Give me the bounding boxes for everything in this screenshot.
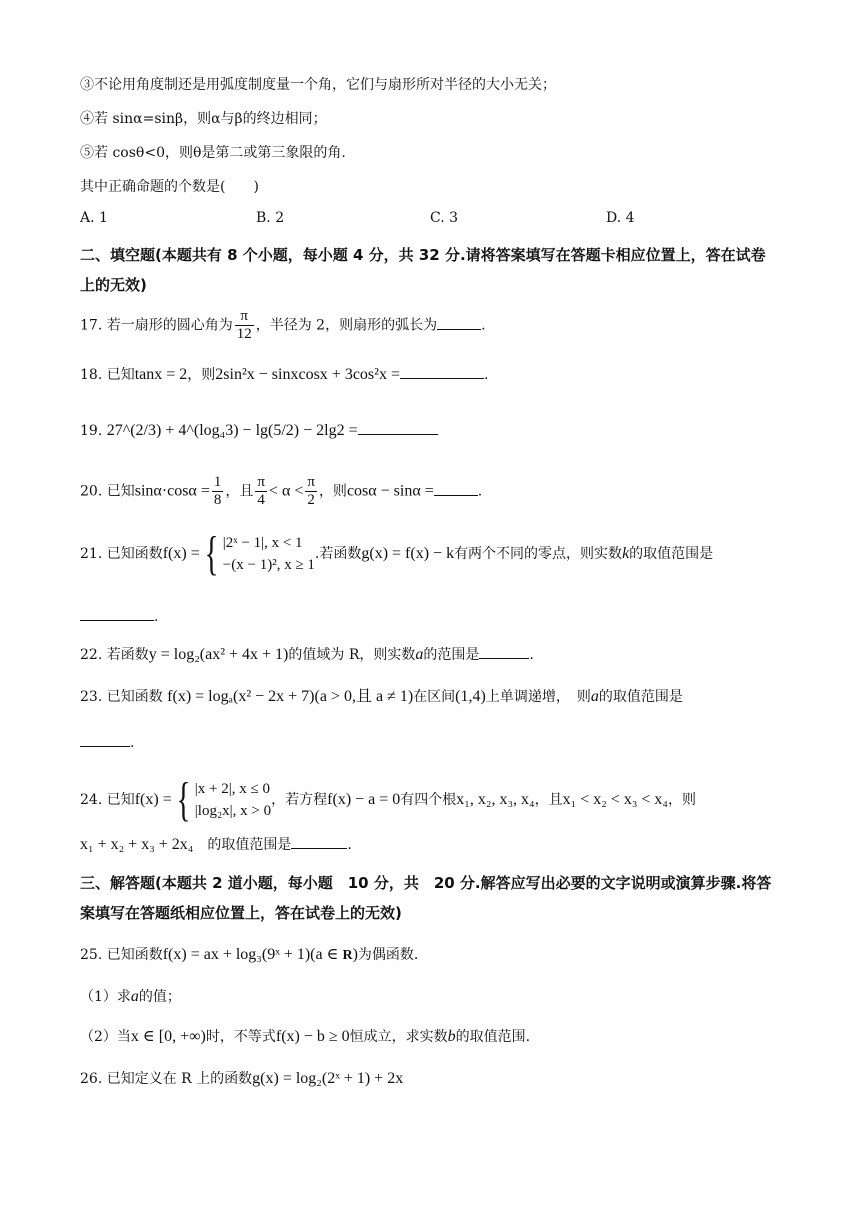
q24-piecewise: |x + 2|, x ≤ 0 |log₂x|, x > 0 [194,781,272,819]
option-c: C. 3 [430,210,459,226]
q17-fraction: $\frac{\pi}{12}$ [236,308,252,342]
q24-answer-blank[interactable] [291,834,347,849]
statement-4: ④若 sinα=sinβ，则α与β的终边相同； [80,111,327,127]
q17-number: 17. [80,317,103,334]
q18-answer-blank[interactable] [400,364,484,379]
question-prompt: 其中正确命题的个数是( ) [80,179,259,195]
question-21: 21. 已知函数f(x) ={ |2ˣ − 1|, x < 1 −(x − 1)², x ≥ 1 .若函数g(x) = f(x) − k有两个不同的零点，则实数k的取值范围是 [80,527,714,580]
q18-expression: 2sin²x − sinxcosx + 3cos²x = [215,366,400,383]
question-18: 18. 已知tanx = 2，则2sin²x − sinxcosx + 3cos²x = . [80,366,489,383]
q24-number: 24. [80,792,103,808]
q24-answer-line: x₁ + x₂ + x₃ + 2x₄ 的取值范围是 . [80,836,352,853]
question-20: 20. 已知sinα·cosα = $\frac{1}{8}$ ，且 $\frac{\pi}{4}$ < α < $\frac{\pi}{2}$ ，则cosα − sinα = . [80,474,483,508]
q18-number: 18. [80,367,103,383]
q23-answer-line: . [80,732,134,752]
q21-answer-blank[interactable] [80,606,154,621]
q22-answer-blank[interactable] [479,644,529,659]
section-2-heading: 二、填空题(本题共有 8 个小题，每小题 4 分，共 32 分.请将答案填写在答题卡相应位置上，答在试卷上的无效) [80,246,766,294]
q17-answer-blank[interactable] [437,315,481,330]
question-24: 24. 已知f(x) ={ |x + 2|, x ≤ 0 |log₂x|, x > 0 ，若方程f(x) − a = 0有四个根x₁, x₂, x₃, x₄，且x₁ < x₂ < x₃ < x₄，则 [80,773,696,826]
q20-answer-blank[interactable] [434,481,478,496]
q21-answer-line: . [80,606,158,626]
q20-fraction-1: $\frac{1}{8}$ [213,474,222,508]
q25-part-1: （1）求a的值； [80,988,181,1005]
q18-given: tanx = 2 [134,366,188,383]
option-b: B. 2 [256,210,285,226]
q19-number: 19. [80,423,103,439]
q19-expression: 27^(2/3) + 4^(log₄3) − lg(5/2) − 2lg2 = [106,422,358,439]
question-25: 25. 已知函数f(x) = ax + log₃(9ˣ + 1)(a ∈ R)为偶函数. [80,946,419,963]
q19-answer-blank[interactable] [358,420,438,435]
q17-text-b: ，半径为 2，则扇形的弧长为 [255,317,438,334]
question-26: 26. 已知定义在 R 上的函数g(x) = log₂(2ˣ + 1) + 2x [80,1070,404,1087]
q26-number: 26. [80,1071,103,1087]
option-a: A. 1 [80,210,108,226]
q20-fraction-2: $\frac{\pi}{4}$ [257,474,265,508]
question-17: 17. 若一扇形的圆心角为 $\frac{\pi}{12}$ ，半径为 2，则扇形的弧长为 . [80,308,486,342]
section-3-heading: 三、解答题(本题共 2 道小题，每小题 10 分，共 20 分.解答应写出必要的文字说明或演算步骤.将答案填写在答题纸相应位置上，答在试卷上的无效) [80,874,772,922]
question-23: 23. 已知函数 f(x) = logₐ(x² − 2x + 7)(a > 0,且 a ≠ 1)在区间(1,4)上单调递增， 则a的取值范围是 [80,688,683,705]
q17-text-a: 若一扇形的圆心角为 [106,317,233,334]
q21-number: 21. [80,546,103,562]
q21-piecewise: |2ˣ − 1|, x < 1 −(x − 1)², x ≥ 1 [222,535,315,573]
option-d: D. 4 [606,210,635,226]
q23-number: 23. [80,689,103,705]
statement-3: ③不论用角度制还是用弧度制度量一个角，它们与扇形所对半径的大小无关； [80,77,556,93]
q20-fraction-3: $\frac{\pi}{2}$ [307,474,315,508]
question-22: 22. 若函数y = log₂(ax² + 4x + 1)的值域为 R，则实数a的范围是 . [80,646,534,663]
question-19 [80,420,438,440]
q22-number: 22. [80,647,103,663]
statement-5: ⑤若 cosθ<0，则θ是第二或第三象限的角. [80,145,346,161]
q25-number: 25. [80,947,103,963]
q25-part-2: （2）当x ∈ [0, +∞)时，不等式f(x) − b ≥ 0恒成立，求实数b的取值范围. [80,1028,531,1045]
q20-number: 20. [80,483,103,500]
q23-answer-blank[interactable] [80,732,130,747]
